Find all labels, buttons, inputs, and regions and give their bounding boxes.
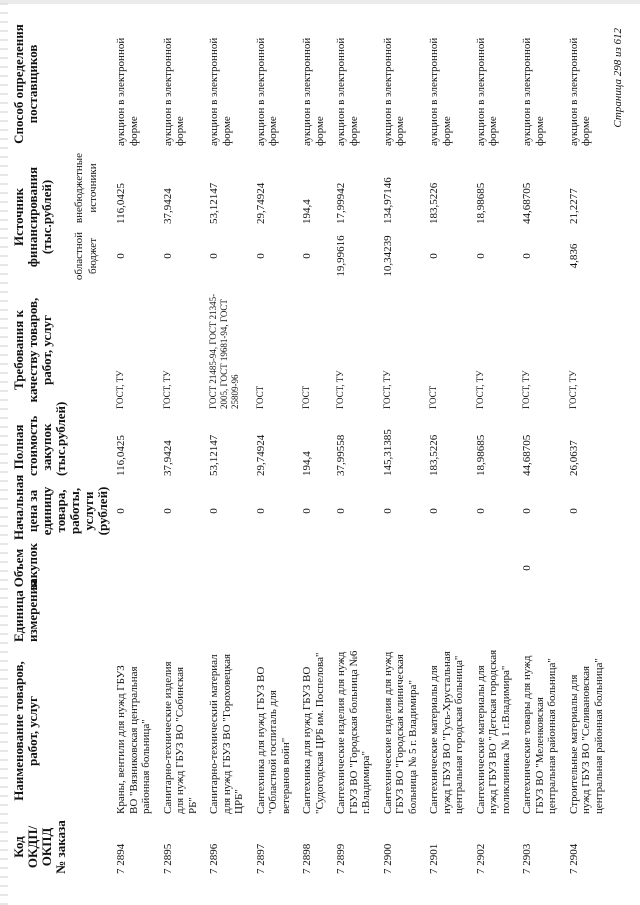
table-body bbox=[112, 19, 611, 877]
scan-noise-edge bbox=[0, 0, 8, 905]
cell-total-cost: 18,98685 bbox=[474, 434, 487, 476]
cell-method: аукцион в электронной форме bbox=[208, 37, 233, 146]
cell-code: 7 2896 bbox=[208, 843, 220, 874]
cell-method: аукцион в электронной форме bbox=[521, 37, 546, 146]
header-total-cost: Полная стоимость закупок (тыс.рублей) bbox=[11, 401, 68, 476]
cell-unit bbox=[112, 593, 159, 645]
header-method: Способ определения поставщиков bbox=[11, 24, 40, 144]
cell-requirements: ГОСТ, ТУ bbox=[115, 370, 125, 409]
cell-total-cost: 29,74924 bbox=[254, 434, 267, 476]
cell-initial-price: 0 bbox=[428, 508, 440, 514]
cell-method: аукцион в электронной форме bbox=[254, 37, 279, 146]
cell-unit bbox=[159, 593, 206, 645]
cell-name: Сантехника для нужд ГБУЗ ВО "Областной госпиталь для ветеранов войн" bbox=[254, 666, 292, 814]
cell-volume bbox=[332, 543, 379, 593]
cell-unit bbox=[332, 593, 379, 645]
cell-name: Строительные материалы для нужд ГБУЗ ВО "Селивановская центральная районная больница" bbox=[567, 658, 605, 814]
cell-volume bbox=[159, 543, 206, 593]
table-row bbox=[565, 19, 612, 877]
cell-unit bbox=[518, 593, 565, 645]
procurement-table bbox=[10, 19, 611, 877]
cell-funding-regional: 0 bbox=[428, 253, 440, 259]
cell-unit bbox=[252, 593, 299, 645]
header-funding-regional: областной бюджет bbox=[73, 231, 100, 281]
page-number: Страница 298 из 612 bbox=[612, 28, 624, 128]
cell-requirements: ГОСТ bbox=[254, 385, 265, 409]
cell-funding-extrabudget: 37,9424 bbox=[161, 188, 174, 224]
cell-method: аукцион в электронной форме bbox=[567, 37, 592, 146]
cell-requirements: ГОСТ, ТУ bbox=[335, 370, 345, 409]
table-row bbox=[332, 19, 379, 877]
cell-unit bbox=[379, 593, 426, 645]
cell-requirements: ГОСТ 21485-94, ГОСТ 21345-2005, ГОСТ 19681-94, ГОСТ 25809-96 bbox=[208, 293, 240, 409]
header-code: Код ОКДП/ ОКПД № заказа bbox=[11, 820, 68, 874]
cell-initial-price: 0 bbox=[208, 508, 220, 514]
cell-total-cost: 183,5226 bbox=[428, 434, 440, 476]
cell-unit bbox=[472, 593, 519, 645]
cell-funding-extrabudget: 53,12147 bbox=[208, 182, 220, 224]
table-row bbox=[112, 19, 159, 877]
cell-method: аукцион в электронной форме bbox=[428, 37, 453, 146]
cell-requirements: ГОСТ, ТУ bbox=[161, 370, 172, 409]
cell-funding-extrabudget: 194,4 bbox=[301, 199, 313, 224]
cell-funding-regional: 19,99616 bbox=[335, 235, 347, 277]
cell-total-cost: 116,0425 bbox=[115, 435, 127, 476]
cell-code: 7 2902 bbox=[474, 843, 487, 874]
cell-unit bbox=[298, 593, 332, 645]
cell-funding-extrabudget: 134,97146 bbox=[381, 177, 394, 224]
table-row bbox=[159, 19, 206, 877]
cell-name: Сантехнические материалы для нужд ГБУЗ ВО "Детская городская поликлиника № 1 г.Владимира" bbox=[474, 649, 512, 814]
cell-code: 7 2895 bbox=[161, 843, 174, 874]
cell-method: аукцион в электронной форме bbox=[474, 37, 499, 146]
cell-name: Сантехнические изделия для нужд ГБУЗ ВО "Городская больница №6 г.Владимира" bbox=[335, 650, 372, 814]
cell-name: Сантехника для нужд ГБУЗ ВО "Судогодская ЦРБ им. Поспелова" bbox=[301, 652, 326, 814]
table-row bbox=[472, 19, 519, 877]
cell-funding-extrabudget: 44,68705 bbox=[521, 182, 533, 224]
table-row bbox=[205, 19, 252, 877]
cell-initial-price: 0 bbox=[335, 508, 347, 514]
cell-funding-regional: 0 bbox=[115, 253, 127, 259]
header-volume: Объем закупок bbox=[11, 542, 40, 590]
cell-code: 7 2900 bbox=[381, 843, 394, 874]
cell-method: аукцион в электронной форме bbox=[115, 37, 140, 146]
cell-method: аукцион в электронной форме bbox=[381, 37, 406, 146]
cell-method: аукцион в электронной форме bbox=[301, 37, 326, 146]
cell-volume bbox=[252, 543, 299, 593]
cell-unit bbox=[565, 593, 612, 645]
cell-method: аукцион в электронной форме bbox=[161, 37, 186, 146]
table-row bbox=[298, 19, 332, 877]
cell-total-cost: 37,99558 bbox=[335, 434, 347, 476]
cell-funding-regional: 0 bbox=[208, 253, 220, 259]
cell-requirements: ГОСТ, ТУ bbox=[474, 370, 485, 409]
cell-initial-price: 0 bbox=[381, 508, 394, 514]
cell-name: Сантехнические материалы для нужд ГБУЗ ВО "Гусь-Хрустальная центральная городская больница" bbox=[428, 651, 465, 814]
cell-initial-price: 0 bbox=[521, 508, 533, 514]
cell-total-cost: 26,0637 bbox=[567, 440, 580, 476]
cell-requirements: ГОСТ bbox=[428, 385, 438, 409]
cell-initial-price: 0 bbox=[301, 508, 313, 514]
cell-initial-price: 0 bbox=[115, 508, 127, 514]
cell-volume bbox=[205, 543, 252, 593]
table-row bbox=[518, 19, 565, 877]
cell-total-cost: 194,4 bbox=[301, 451, 313, 476]
cell-name: Санитарно-технические изделия для нужд ГБУЗ ВО "Собинская РБ" bbox=[161, 661, 199, 814]
cell-volume bbox=[112, 543, 159, 593]
cell-funding-regional: 10,34239 bbox=[381, 235, 394, 277]
cell-initial-price: 0 bbox=[254, 508, 267, 514]
header-initial-price: Начальная цена за единицу товара, работы, услуги (рублей) bbox=[11, 474, 110, 540]
cell-requirements: ГОСТ, ТУ bbox=[567, 370, 578, 409]
cell-total-cost: 53,12147 bbox=[208, 434, 220, 476]
cell-code: 7 2899 bbox=[335, 843, 347, 874]
cell-code: 7 2903 bbox=[521, 843, 533, 874]
cell-funding-regional: 0 bbox=[521, 253, 533, 259]
table-row bbox=[379, 19, 426, 877]
cell-funding-regional: 0 bbox=[474, 253, 487, 259]
cell-funding-regional: 0 bbox=[161, 253, 174, 259]
cell-funding-extrabudget: 17,99942 bbox=[335, 182, 347, 224]
table-row bbox=[252, 19, 299, 877]
header-funding: Источник финансирования (тыс.рублей) bbox=[11, 166, 54, 268]
cell-total-cost: 145,31385 bbox=[381, 429, 394, 476]
cell-code: 7 2894 bbox=[115, 843, 127, 874]
header-name: Наименование товаров, работ, услуг bbox=[11, 661, 40, 801]
cell-funding-extrabudget: 29,74924 bbox=[254, 182, 267, 224]
cell-volume bbox=[565, 543, 612, 593]
cell-initial-price: 0 bbox=[567, 508, 580, 514]
cell-funding-extrabudget: 21,2277 bbox=[567, 188, 580, 224]
header-unit: Единица измерения bbox=[11, 579, 40, 642]
cell-name: Краны, вентили для нужд ГБУЗ ВО "Вязниковская центральная районная больница" bbox=[115, 665, 152, 814]
header-requirements: Требования к качеству товаров, работ, услуг bbox=[11, 297, 54, 403]
header-row bbox=[10, 19, 70, 877]
cell-name: Санитарно-технический материал для нужд ГБУЗ ВО "Гороховецкая ЦРБ" bbox=[208, 653, 245, 814]
cell-code: 7 2897 bbox=[254, 843, 267, 874]
cell-volume: 0 bbox=[521, 565, 533, 571]
cell-total-cost: 37,9424 bbox=[161, 440, 174, 476]
cell-code: 7 2904 bbox=[567, 843, 580, 874]
cell-funding-regional: 0 bbox=[301, 253, 313, 259]
cell-volume bbox=[298, 543, 332, 593]
cell-requirements: ГОСТ, ТУ bbox=[521, 370, 531, 409]
cell-code: 7 2898 bbox=[301, 843, 313, 874]
cell-funding-regional: 4,836 bbox=[567, 243, 580, 269]
cell-requirements: ГОСТ, ТУ bbox=[381, 370, 392, 409]
cell-volume bbox=[472, 543, 519, 593]
cell-unit bbox=[205, 593, 252, 645]
header-funding-extrabudget: внебюджетные источники bbox=[73, 152, 100, 224]
cell-volume bbox=[425, 543, 472, 593]
cell-requirements: ГОСТ bbox=[301, 385, 311, 409]
cell-funding-regional: 0 bbox=[254, 253, 267, 259]
table-row bbox=[425, 19, 472, 877]
cell-unit bbox=[425, 593, 472, 645]
cell-funding-extrabudget: 183,5226 bbox=[428, 182, 440, 224]
cell-funding-extrabudget: 116,0425 bbox=[115, 183, 127, 224]
cell-name: Сантехнические товары для нужд ГБУЗ ВО "Меленковская центральная районная больница" bbox=[521, 655, 558, 814]
cell-initial-price: 0 bbox=[161, 508, 174, 514]
cell-method: аукцион в электронной форме bbox=[335, 37, 360, 146]
cell-code: 7 2901 bbox=[428, 843, 440, 874]
cell-name: Сантехнические изделия для нужд ГБУЗ ВО "Городская клиническая больница № 5 г. Владимира" bbox=[381, 651, 419, 814]
scan-edge bbox=[0, 0, 640, 4]
cell-volume bbox=[379, 543, 426, 593]
cell-total-cost: 44,68705 bbox=[521, 434, 533, 476]
cell-initial-price: 0 bbox=[474, 508, 487, 514]
cell-funding-extrabudget: 18,98685 bbox=[474, 182, 487, 224]
